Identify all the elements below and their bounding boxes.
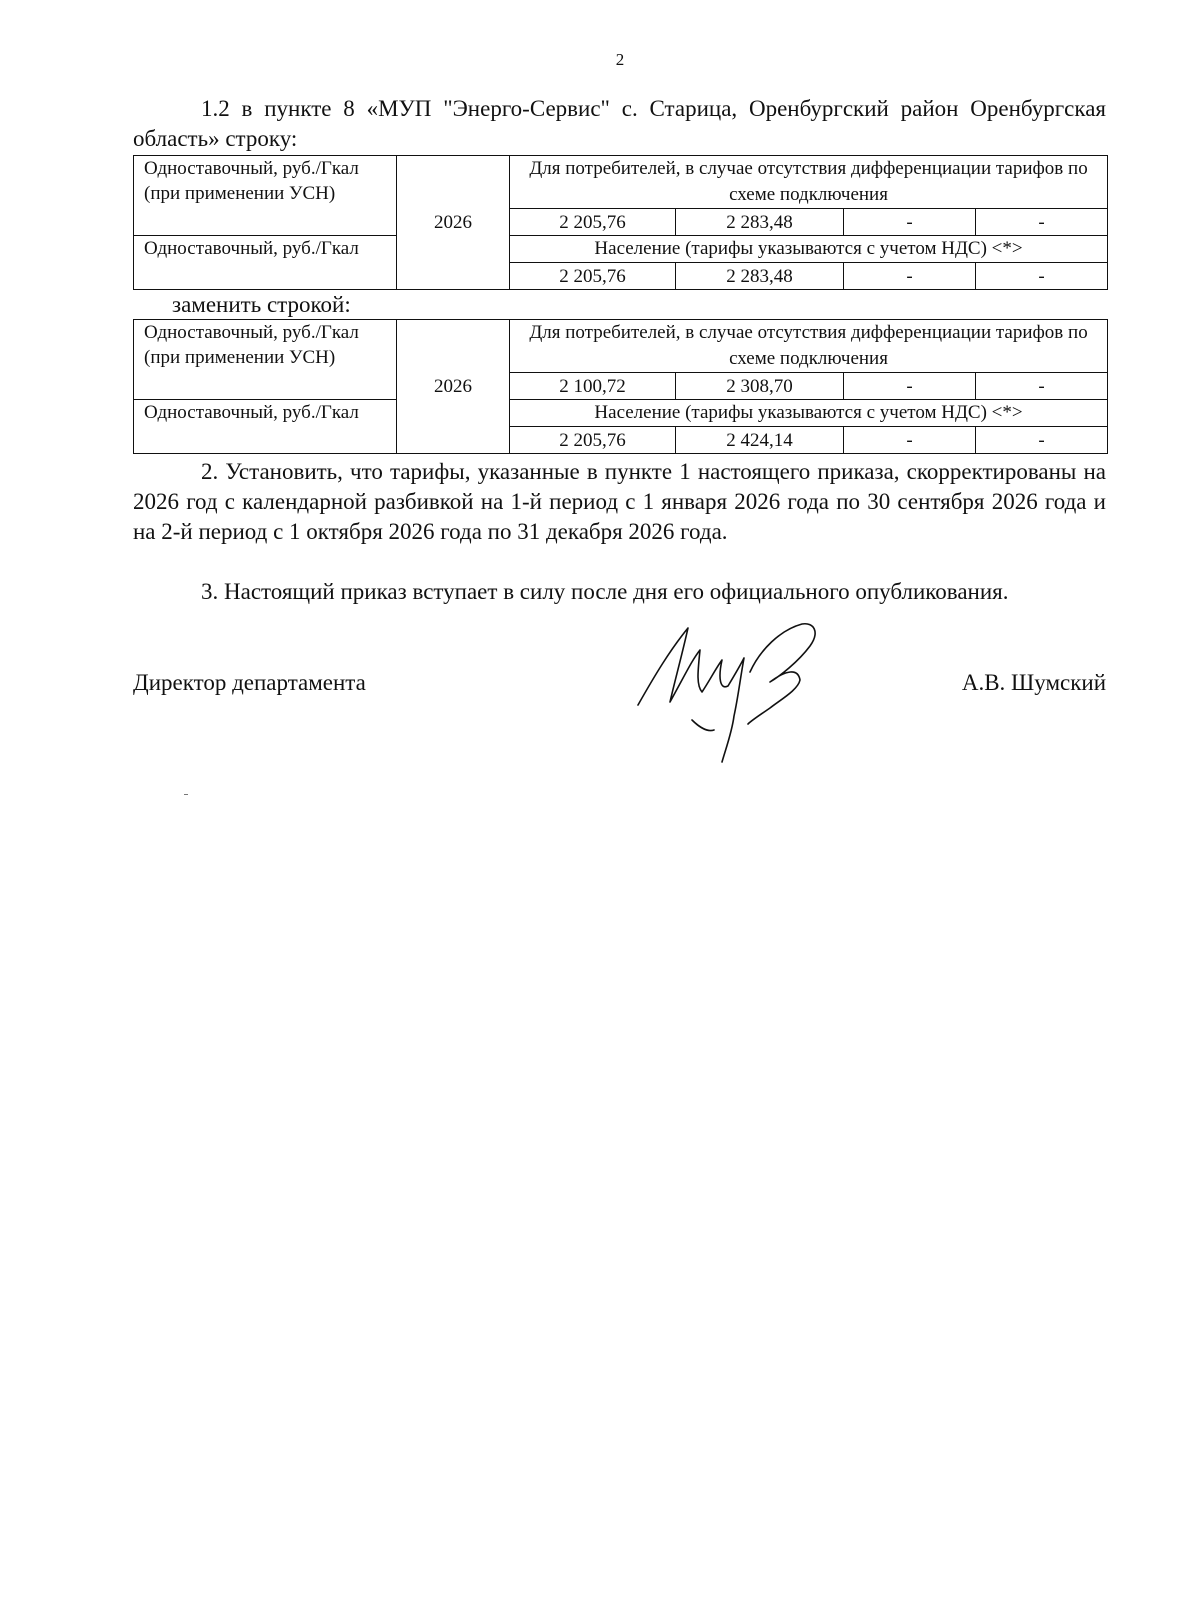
tariff-table-old: [133, 155, 1108, 290]
paragraph-3: [133, 577, 1106, 607]
tariff-label-usn: Одноставочный, руб./Гкал (при применении УСН): [134, 156, 397, 236]
consumer-group-header: Для потребителей, в случае отсутствия дифференциации тарифов по схеме подключения: [510, 320, 1108, 373]
population-header: Население (тарифы указываются с учетом НДС) <*>: [510, 236, 1108, 263]
tariff-value: -: [844, 427, 976, 454]
tariff-value: 2 205,76: [510, 209, 676, 236]
paragraph-2-text: 2. Установить, что тарифы, указанные в пункте 1 настоящего приказа, скорректированы на 2026 год с календарной разбивкой на 1-й период с 1 января 2026 года по 30 сентября 2026 года и на 2-й период с 1 октября 2026 года по 31 декабря 2026 года.: [133, 459, 1106, 544]
replace-with-text: заменить строкой:: [172, 292, 351, 317]
paragraph-1-2: [133, 94, 1106, 154]
page-number: 2: [615, 50, 625, 69]
consumer-group-header: Для потребителей, в случае отсутствия дифференциации тарифов по схеме подключения: [510, 156, 1108, 209]
tariff-value: 2 283,48: [676, 209, 844, 236]
paragraph-2: [133, 457, 1106, 547]
tariff-value: 2 205,76: [510, 427, 676, 454]
tariff-label-population: Одноставочный, руб./Гкал: [134, 236, 397, 290]
tariff-value: -: [844, 263, 976, 290]
population-header: Население (тарифы указываются с учетом НДС) <*>: [510, 400, 1108, 427]
tariff-value: 2 283,48: [676, 263, 844, 290]
paragraph-3-text: 3. Настоящий приказ вступает в силу после дня его официального опубликования.: [201, 579, 1009, 604]
tariff-value: 2 424,14: [676, 427, 844, 454]
tariff-table-new: [133, 319, 1108, 454]
paragraph-1-2-text: 1.2 в пункте 8 «МУП "Энерго-Сервис" с. Старица, Оренбургский район Оренбургская область» строку:: [133, 96, 1106, 151]
tariff-year: 2026: [397, 156, 510, 290]
signatory-name: А.В. Шумский: [961, 670, 1106, 695]
tariff-value: -: [976, 209, 1108, 236]
tariff-value: -: [844, 209, 976, 236]
scan-artifact: [184, 794, 188, 795]
tariff-value: -: [976, 373, 1108, 400]
tariff-year: 2026: [397, 320, 510, 454]
tariff-value: 2 205,76: [510, 263, 676, 290]
signatory-title: Директор департамента: [133, 670, 366, 695]
tariff-label-population: Одноставочный, руб./Гкал: [134, 400, 397, 454]
handwritten-signature-icon: [630, 620, 860, 770]
tariff-value: 2 100,72: [510, 373, 676, 400]
tariff-label-usn: Одноставочный, руб./Гкал (при применении УСН): [134, 320, 397, 400]
tariff-value: -: [976, 427, 1108, 454]
tariff-value: -: [844, 373, 976, 400]
tariff-value: -: [976, 263, 1108, 290]
table-row: [134, 236, 1108, 263]
tariff-value: 2 308,70: [676, 373, 844, 400]
table-row: [134, 400, 1108, 427]
